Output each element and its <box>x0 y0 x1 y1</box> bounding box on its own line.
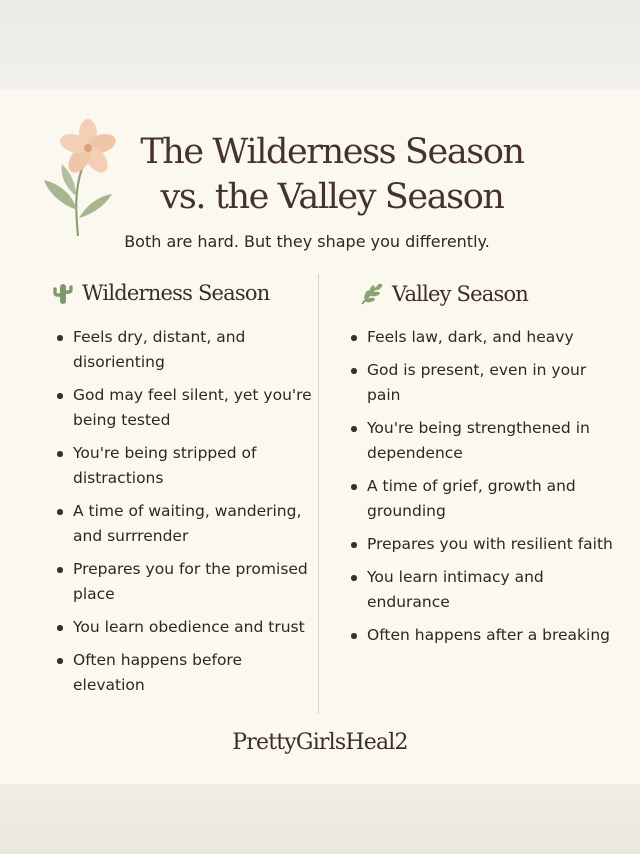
valley-list <box>346 325 616 656</box>
list-item: Feels dry, distant, and disorienting <box>52 325 314 375</box>
list-item: Prepares you for the promised place <box>52 557 314 607</box>
column-divider <box>318 274 319 714</box>
top-band <box>0 0 640 90</box>
leaf-branch-icon <box>358 281 384 307</box>
bottom-band <box>0 784 640 854</box>
title-line-2: vs. the Valley Season <box>160 177 504 217</box>
list-item: You're being stripped of distractions <box>52 441 314 491</box>
valley-heading-label: Valley Season <box>392 282 529 306</box>
cactus-icon <box>52 281 74 305</box>
valley-heading <box>358 281 528 307</box>
title-line-1: The Wilderness Season <box>140 132 524 172</box>
list-item: God is present, even in your pain <box>346 358 616 408</box>
subtitle: Both are hard. But they shape you differently. <box>124 232 490 251</box>
list-item: You're being strengthened in dependence <box>346 416 616 466</box>
list-item: Feels law, dark, and heavy <box>346 325 616 350</box>
list-item: God may feel silent, yet you're being tested <box>52 383 314 433</box>
page-title <box>122 130 542 220</box>
wilderness-heading <box>52 281 269 305</box>
list-item: Prepares you with resilient faith <box>346 532 616 557</box>
list-item: A time of grief, growth and grounding <box>346 474 616 524</box>
list-item: A time of waiting, wandering, and surrrender <box>52 499 314 549</box>
flower-icon <box>38 118 124 240</box>
list-item: Often happens before elevation <box>52 648 314 698</box>
list-item: Often happens after a breaking <box>346 623 616 648</box>
footer-handle: PrettyGirlsHeal2 <box>232 730 408 755</box>
list-item: You learn obedience and trust <box>52 615 314 640</box>
wilderness-list <box>52 325 314 706</box>
wilderness-heading-label: Wilderness Season <box>82 281 270 305</box>
list-item: You learn intimacy and endurance <box>346 565 616 615</box>
